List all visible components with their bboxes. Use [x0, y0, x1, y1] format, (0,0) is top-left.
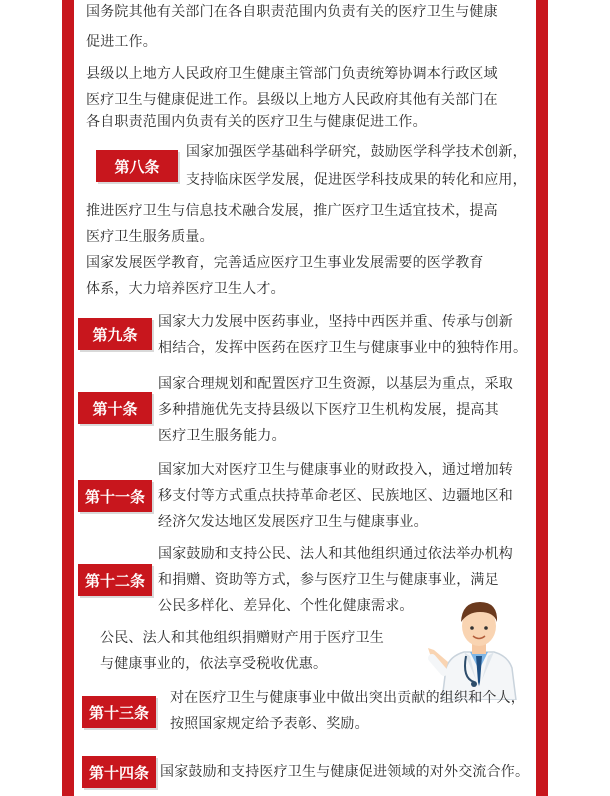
article-12-line: 与健康事业的，依法享受税收优惠。	[100, 656, 328, 672]
intro-line: 促进工作。	[86, 34, 157, 50]
article-8-line: 国家发展医学教育，完善适应医疗卫生事业发展需要的医学教育	[86, 255, 484, 271]
document-body	[74, 0, 536, 796]
article-12-line: 公民、法人和其他组织捐赠财产用于医疗卫生	[100, 630, 384, 646]
article-11-line: 移支付等方式重点扶持革命老区、民族地区、边疆地区和	[158, 488, 513, 504]
article-13-badge: 第十三条	[82, 696, 156, 728]
left-red-border	[62, 0, 74, 796]
article-11-badge: 第十一条	[78, 480, 152, 512]
intro-line: 国务院其他有关部门在各自职责范围内负责有关的医疗卫生与健康	[86, 4, 498, 20]
article-8-badge: 第八条	[96, 150, 178, 182]
article-12-line: 公民多样化、差异化、个性化健康需求。	[158, 598, 414, 614]
article-10-badge: 第十条	[78, 392, 152, 424]
article-8-line: 体系，大力培养医疗卫生人才。	[86, 281, 285, 297]
article-11-line: 国家加大对医疗卫生与健康事业的财政投入，通过增加转	[158, 462, 513, 478]
intro-line: 各自职责范围内负责有关的医疗卫生与健康促进工作。	[86, 114, 427, 130]
article-13-line: 对在医疗卫生与健康事业中做出突出贡献的组织和个人，	[170, 690, 525, 706]
article-12-line: 和捐赠、资助等方式，参与医疗卫生与健康事业，满足	[158, 572, 499, 588]
article-10-line: 多种措施优先支持县级以下医疗卫生机构发展，提高其	[158, 402, 499, 418]
intro-line: 医疗卫生与健康促进工作。县级以上地方人民政府其他有关部门在	[86, 92, 498, 108]
article-12-badge: 第十二条	[78, 564, 152, 596]
article-12-line: 国家鼓励和支持公民、法人和其他组织通过依法举办机构	[158, 546, 513, 562]
article-8-line: 推进医疗卫生与信息技术融合发展，推广医疗卫生适宜技术，提高	[86, 203, 498, 219]
article-8-line: 医疗卫生服务质量。	[86, 229, 214, 245]
article-14-badge: 第十四条	[82, 756, 156, 788]
article-9-badge: 第九条	[78, 318, 152, 350]
right-red-border	[536, 0, 548, 796]
article-9-line: 相结合，发挥中医药在医疗卫生与健康事业中的独特作用。	[158, 340, 528, 356]
doctor-icon	[424, 590, 534, 700]
article-8-line: 国家加强医学基础科学研究，鼓励医学科学技术创新，	[186, 144, 527, 160]
article-11-line: 经济欠发达地区发展医疗卫生与健康事业。	[158, 514, 428, 530]
article-14-line: 国家鼓励和支持医疗卫生与健康促进领域的对外交流合作。	[160, 764, 530, 780]
intro-line: 县级以上地方人民政府卫生健康主管部门负责统筹协调本行政区域	[86, 66, 498, 82]
article-9-line: 国家大力发展中医药事业，坚持中西医并重、传承与创新	[158, 314, 513, 330]
article-8-line: 支持临床医学发展，促进医学科技成果的转化和应用，	[186, 172, 527, 188]
article-10-line: 国家合理规划和配置医疗卫生资源，以基层为重点，采取	[158, 376, 513, 392]
article-13-line: 按照国家规定给予表彰、奖励。	[170, 716, 369, 732]
article-10-line: 医疗卫生服务能力。	[158, 428, 286, 444]
